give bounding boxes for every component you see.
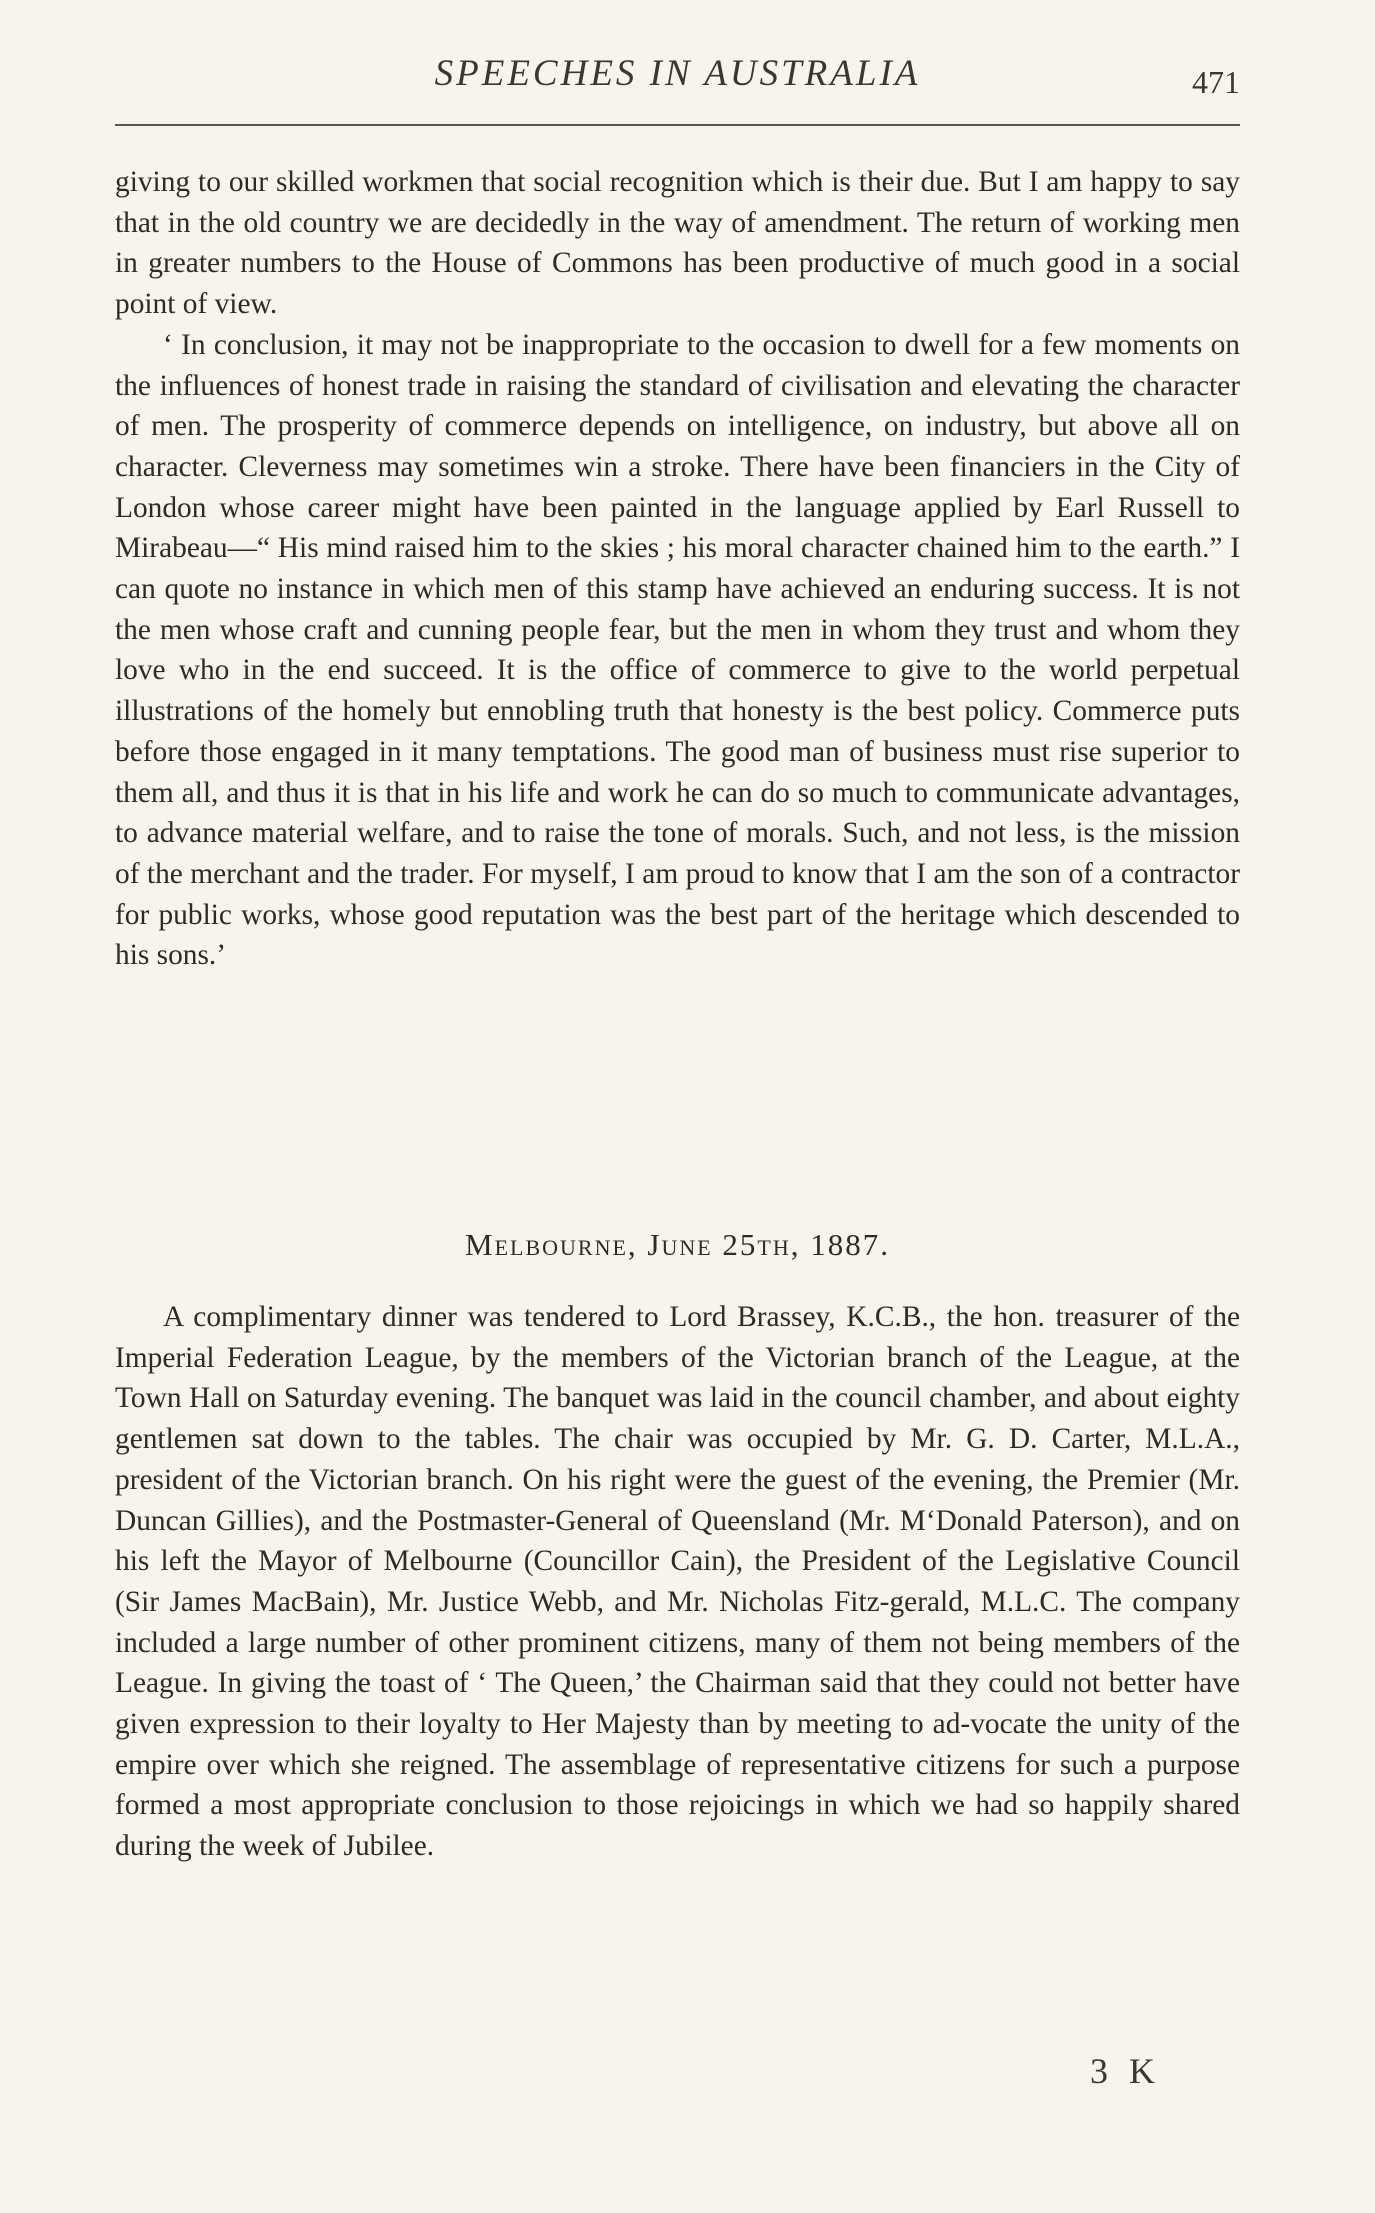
signature-mark: 3 K [1090,2051,1161,2091]
paragraph-conclusion: ‘ In conclusion, it may not be inappropriate to the occasion to dwell for a few moments on the influences of honest trade in raising the standard of civilisation and elevating the character of men. The prosperity of commerce depends on intelligence, on industry, but above all on character. Cleverness may sometimes win a stroke. There have been financiers in the City of London whose career might have been painted in the language applied by Earl Russell to Mirabeau—“ His mind raised him to the skies ; his moral character chained him to the earth.” I can quote no instance in which men of this stamp have achieved an enduring success. It is not the men whose craft and cunning people fear, but the men in whom they trust and whom they love who in the end succeed. It is the office of commerce to give to the world perpetual illustrations of the homely but ennobling truth that honesty is the best policy. Commerce puts before those engaged in it many temptations. The good man of business must rise superior to them all, and thus it is that in his life and work he can do so much to communicate advantages, to advance material welfare, and to raise the tone of morals. Such, and not less, is the mission of the merchant and the trader. For myself, I am proud to know that I am the son of a contractor for public works, whose good reputation was the best part of the heritage which descended to his sons.’ [115,328,1240,972]
section-heading: Melbourne, June 25th, 1887. [465,1227,890,1262]
text-block-continuation [115,162,1240,976]
page-number: 471 [1192,64,1240,100]
running-title: SPEECHES IN AUSTRALIA [434,53,921,94]
paragraph-continued: giving to our skilled workmen that social recognition which is their due. But I am happy to say that in the old country we are decidedly in the way of amendment. The return of working men in greater numbers to the House of Commons has been productive of much good in a social point of view. [115,166,1240,321]
running-head [115,52,1240,108]
paragraph-dinner-report: A complimentary dinner was tendered to Lord Brassey, K.C.B., the hon. treasurer of the Imperial Federation League, by the members of the Victorian branch of the League, at the Town Hall on Saturday evening. The banquet was laid in the council chamber, and about eighty gentlemen sat down to the tables. The chair was occupied by Mr. G. D. Carter, M.L.A., president of the Victorian branch. On his right were the guest of the evening, the Premier (Mr. Duncan Gillies), and the Postmaster-General of Queensland (Mr. M‘Donald Paterson), and on his left the Mayor of Melbourne (Councillor Cain), the President of the Legislative Council (Sir James MacBain), Mr. Justice Webb, and Mr. Nicholas Fitz-gerald, M.L.C. The company included a large number of other prominent citizens, many of them not being members of the League. In giving the toast of ‘ The Queen,’ the Chairman said that they could not better have given expression to their loyalty to Her Majesty than by meeting to ad-vocate the unity of the empire over which she reigned. The assemblage of representative citizens for such a purpose formed a most appropriate conclusion to those rejoicings in which we had so happily shared during the week of Jubilee. [115,1301,1240,1863]
text-block-melbourne [115,1297,1240,1867]
header-rule [115,124,1240,126]
